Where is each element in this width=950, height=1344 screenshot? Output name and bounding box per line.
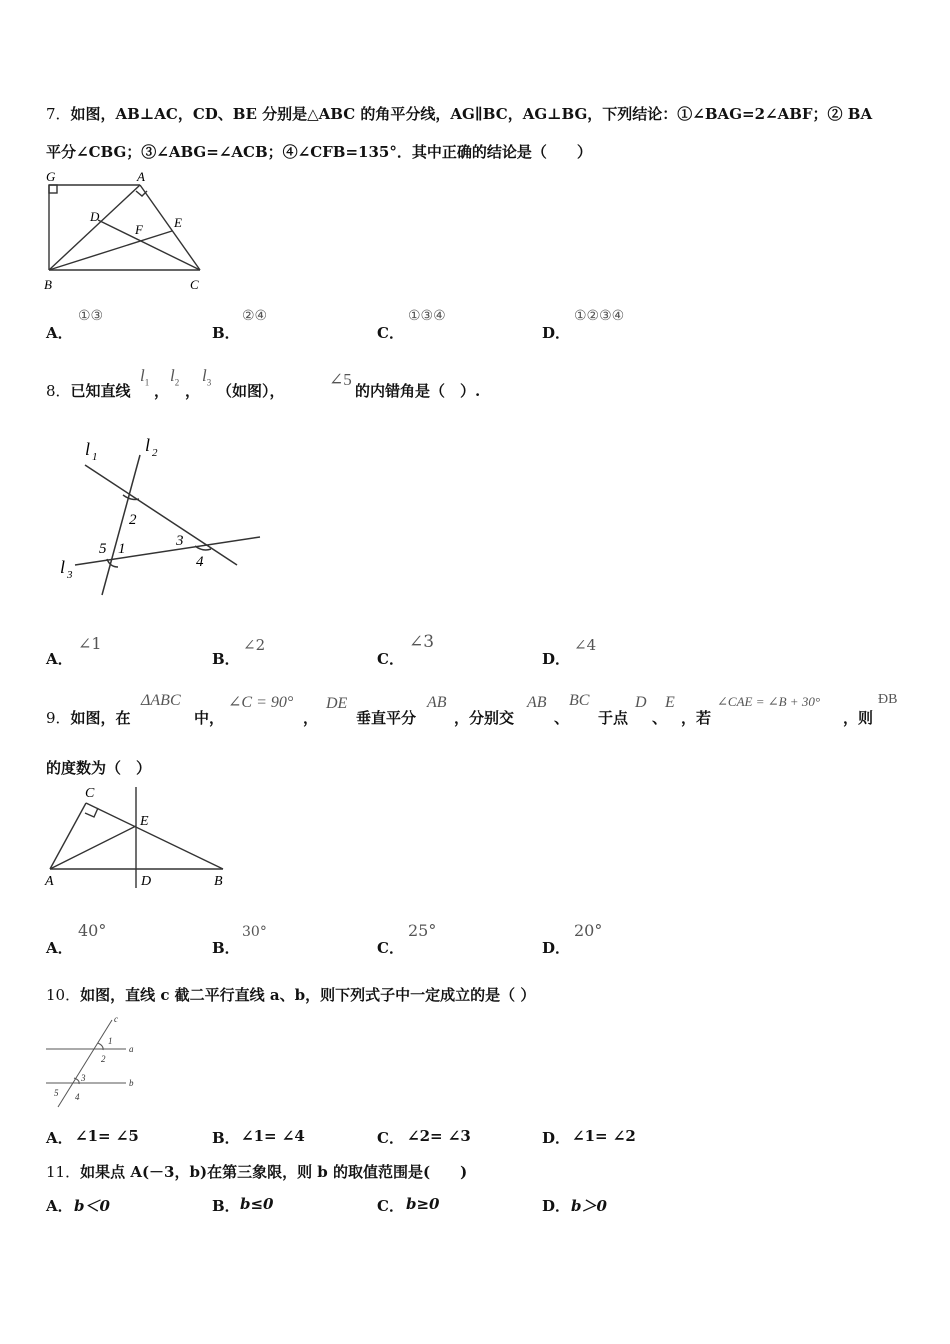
q8-sep-2: ，	[185, 382, 201, 400]
q9-stem-line2: 的度数为（ ）	[46, 759, 152, 777]
q9-label-a: A	[45, 874, 54, 889]
q9-t8: 、	[652, 709, 668, 727]
q7-label-e: E	[174, 215, 182, 230]
q8-label-l2: l	[145, 435, 151, 455]
q9-label-e: E	[140, 814, 149, 829]
q7-figure	[40, 165, 220, 295]
q9-option-d-label: D．	[542, 939, 571, 957]
q7-option-c-value: ①③④	[408, 308, 446, 324]
q9-t9: ，若	[681, 709, 712, 727]
q11-option-a-value: b＜0	[74, 1197, 110, 1215]
q9-f4: AB	[427, 694, 447, 711]
q8-label-l3: l	[60, 557, 66, 577]
q9-stem-start	[46, 707, 131, 728]
q10-number: 10．	[46, 986, 81, 1004]
q8-option-a-value: ∠1	[78, 634, 102, 653]
q11-option-d-value: b＞0	[571, 1197, 607, 1215]
q9-f8: E	[665, 694, 675, 711]
q7-label-c: C	[190, 277, 199, 292]
q9-number: 9．	[46, 709, 71, 727]
q7-label-d: D	[90, 209, 100, 224]
q9-label-c: C	[85, 786, 95, 801]
q8-option-c-value: ∠3	[409, 632, 435, 652]
q7-option-d-value: ①②③④	[574, 308, 625, 324]
q8-l1: $l_1$	[140, 366, 150, 388]
q10-option-a-label: A．	[46, 1129, 73, 1147]
q9-label-b: B	[214, 874, 223, 889]
q10-label-2: 2	[101, 1054, 106, 1064]
q9-f9: ∠CAE = ∠B + 30°	[717, 694, 821, 709]
q8-label-l1: l	[85, 439, 91, 459]
q9-t6: 、	[554, 709, 570, 727]
q9-t5: ，分别交	[454, 709, 515, 727]
q7-stem-line2: 平分∠CBG；③∠ABG=∠ACB；④∠CFB=135°．其中正确的结论是（ ）	[46, 143, 592, 161]
q8-option-c-label: C．	[377, 650, 404, 668]
q9-t1: 如图，在	[70, 709, 131, 727]
q9-label-d: D	[141, 874, 152, 889]
q8-option-b-label: B．	[212, 650, 240, 668]
q11-option-c-label: C．	[377, 1197, 404, 1215]
q10-option-c-label: C．	[377, 1129, 404, 1147]
q10-option-c-value: ∠2= ∠3	[407, 1127, 471, 1145]
q9-t3: ，	[303, 709, 319, 727]
q8-label-angle-5: 5	[99, 541, 107, 557]
q7-option-a-value: ①③	[78, 308, 104, 324]
q9-t2: 中，	[194, 709, 225, 727]
q7-label-b: B	[44, 277, 52, 292]
q10-label-3: 3	[81, 1073, 86, 1083]
q8-label-angle-1: 1	[118, 541, 126, 557]
q8-text-b: （如图），	[217, 382, 285, 400]
q10-label-a: a	[129, 1044, 134, 1054]
q9-f2: ∠C = 90°	[228, 694, 294, 711]
q8-option-a-label: A．	[46, 650, 73, 668]
q9-t7: 于点	[598, 709, 629, 727]
q10-label-b: b	[129, 1078, 134, 1088]
q10-label-4: 4	[75, 1092, 80, 1102]
q11-option-c-value: b≥0	[406, 1195, 440, 1213]
q9-option-d-value: 20°	[574, 921, 603, 940]
q7-label-a: A	[137, 169, 145, 184]
q8-l3: $l_3$	[202, 366, 212, 388]
q11-stem	[46, 1161, 467, 1182]
q11-option-b-label: B．	[212, 1197, 240, 1215]
q9-f7: D	[635, 694, 647, 711]
q11-text: 如果点 A(－3，b)在第三象限，则 b 的取值范围是( )	[80, 1163, 468, 1181]
q9-option-c-label: C．	[377, 939, 404, 957]
q9-option-a-label: A．	[46, 939, 73, 957]
q8-label-angle-3: 3	[176, 533, 184, 549]
q9-option-b-value: 30°	[242, 924, 267, 940]
q7-label-g: G	[46, 169, 56, 184]
q8-stem	[46, 380, 131, 401]
q8-angle: ∠5	[329, 370, 352, 389]
q7-option-b-label: B．	[212, 324, 240, 342]
q10-stem	[46, 984, 535, 1005]
q9-f1: ΔABC	[141, 692, 181, 709]
q8-label-l2-sub: 2	[152, 447, 158, 459]
q8-sep-1: ，	[154, 382, 170, 400]
q8-label-l1-sub: 1	[92, 451, 98, 463]
q7-option-c-label: C．	[377, 324, 404, 342]
q10-option-b-label: B．	[212, 1129, 240, 1147]
q8-figure	[55, 435, 270, 600]
q7-option-b-value: ②④	[242, 308, 268, 324]
q8-option-b-value: ∠2	[243, 636, 266, 654]
q10-label-5: 5	[54, 1088, 59, 1098]
q7-label-f: F	[135, 222, 143, 237]
q9-option-b-label: B．	[212, 939, 240, 957]
q8-text-c: 的内错角是（ ）.	[355, 382, 481, 400]
q9-t4: 垂直平分	[356, 709, 417, 727]
q8-option-d-value: ∠4	[574, 636, 597, 654]
q8-number: 8．	[46, 382, 71, 400]
q11-number: 11．	[46, 1163, 81, 1181]
q11-option-a-label: A．	[46, 1197, 73, 1215]
q9-f5: AB	[527, 694, 547, 711]
q11-option-b-value: b≤0	[240, 1195, 274, 1213]
q7-number: 7．	[46, 105, 71, 123]
q10-label-1: 1	[108, 1036, 113, 1046]
q11-option-d-label: D．	[542, 1197, 571, 1215]
q9-figure	[40, 780, 240, 895]
q9-f10: ÐB	[878, 692, 898, 707]
q9-t10: ，则	[843, 709, 874, 727]
q10-option-d-label: D．	[542, 1129, 571, 1147]
q7-option-d-label: D．	[542, 324, 571, 342]
q9-option-c-value: 25°	[408, 921, 437, 940]
q8-label-angle-2: 2	[129, 512, 137, 528]
q10-figure	[40, 1012, 150, 1112]
q10-text: 如图，直线 c 截二平行直线 a、b，则下列式子中一定成立的是（ ）	[80, 986, 536, 1004]
q8-option-d-label: D．	[542, 650, 571, 668]
q7-line1	[46, 103, 872, 124]
q10-label-c: c	[114, 1014, 118, 1024]
q7-stem-line1: 如图，AB⊥AC，CD、BE 分别是△ABC 的角平分线，AG∥BC，AG⊥BG，下列结论：①∠BAG=2∠ABF；② BA	[70, 105, 873, 123]
q8-l2: $l_2$	[170, 366, 180, 388]
q8-text-a: 已知直线	[70, 382, 131, 400]
q9-f3: DE	[326, 695, 348, 712]
q9-option-a-value: 40°	[78, 921, 107, 940]
q10-option-a-value: ∠1= ∠5	[75, 1127, 139, 1145]
q8-label-l3-sub: 3	[67, 569, 73, 581]
q10-option-d-value: ∠1= ∠2	[572, 1127, 636, 1145]
q9-f6: BC	[569, 692, 590, 709]
q7-option-a-label: A．	[46, 324, 73, 342]
q10-option-b-value: ∠1= ∠4	[241, 1127, 305, 1145]
q8-label-angle-4: 4	[196, 554, 204, 570]
